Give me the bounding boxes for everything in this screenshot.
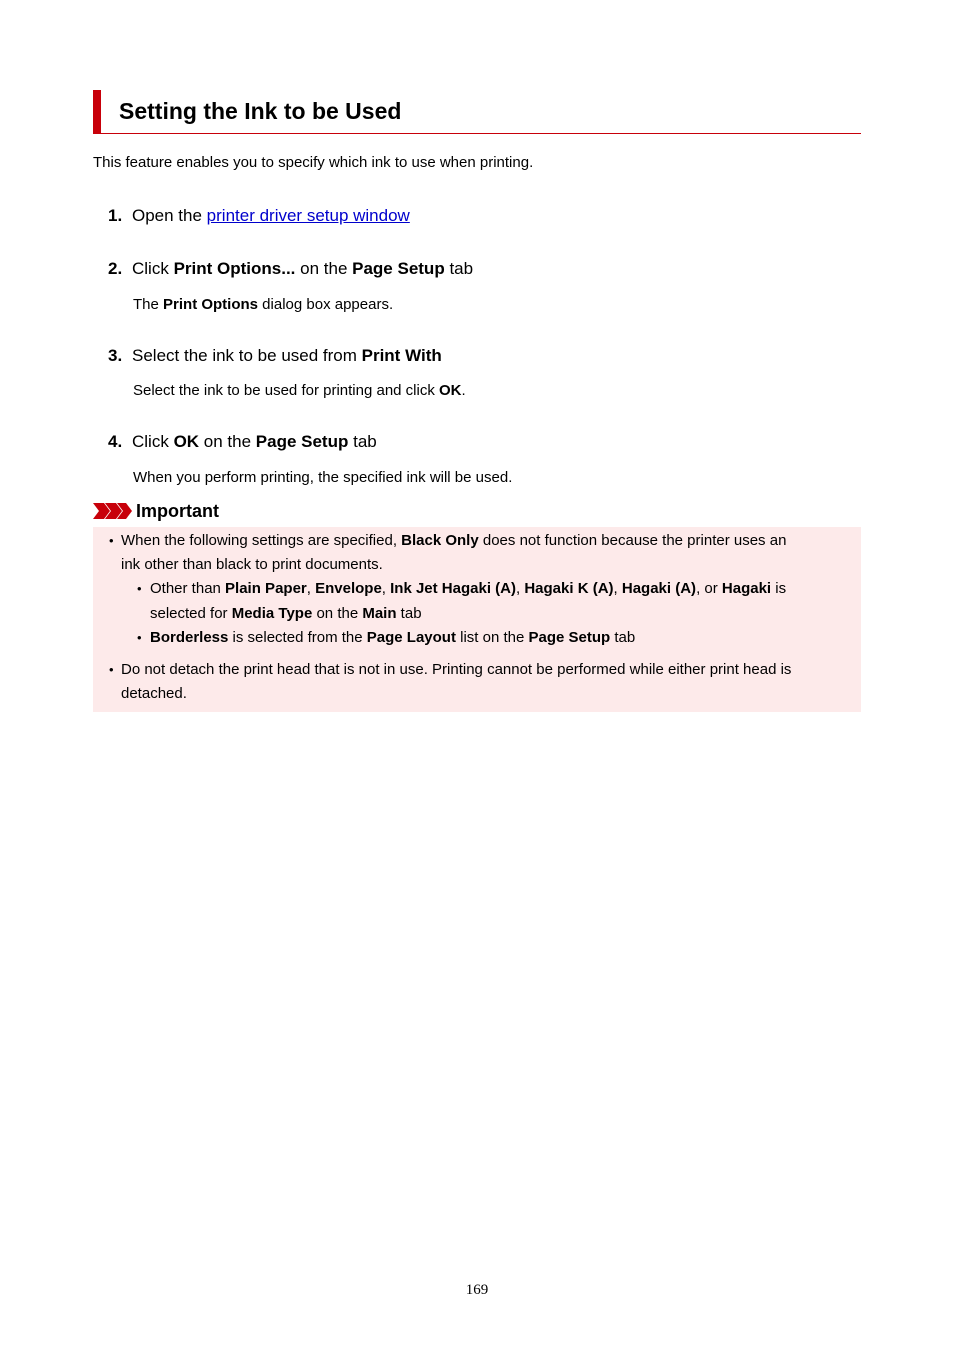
step-3-detail [133,382,466,399]
important-label: Important [136,501,219,521]
bullet-bold-term: Page Setup [528,629,611,646]
bullet-text: selected for [150,605,232,622]
important-bullet-1-line-1 [121,529,786,553]
step-4 [108,432,377,452]
bullet-text: is selected from the [228,629,367,646]
bullet-text: , [306,580,316,597]
step-3 [108,346,442,366]
step-bold-term: Print With [361,346,442,365]
step-1 [108,206,410,226]
bullet-text: , or [696,580,722,597]
important-bullet-2-line-1: Do not detach the print head that is not in use. Printing cannot be performed while either print head is [121,661,792,678]
sub-bullet-dot: • [137,630,142,645]
bullet-bold-term: Hagaki K (A) [524,580,614,597]
bullet-text: does not function because the printer uses an [478,532,787,549]
bullet-bold-term: Page Layout [366,629,456,646]
bullet-text: Other than [150,580,226,597]
bullet-text: is [771,580,787,597]
bullet-text: list on the [455,629,529,646]
bullet-bold-term: Hagaki [721,580,772,597]
bullet-dot: • [109,662,114,677]
bullet-bold-term: Media Type [231,605,313,622]
step-bold-term: Page Setup [352,259,445,278]
step-text: tab [348,432,377,451]
bullet-bold-term: Plain Paper [225,580,307,597]
step-text: Click [132,259,174,278]
step-text: Select the ink to be used from [132,346,362,365]
bullet-bold-term: Black Only [401,532,479,549]
detail-text: dialog box appears. [258,296,394,313]
intro-text: This feature enables you to specify which ink to use when printing. [93,154,534,171]
detail-text: . [461,382,466,399]
detail-text: The [133,296,164,313]
important-bullet-2-line-2: detached. [121,685,187,702]
step-number: 2. [108,259,123,278]
sub-bullet-dot: • [137,581,142,596]
detail-bold-term: Print Options [163,296,259,313]
bullet-text: When the following settings are specified, [121,532,402,549]
step-bold-term: OK [173,432,200,451]
page-number: 169 [465,1282,489,1298]
step-text: on the [199,432,256,451]
page-title: Setting the Ink to be Used [119,98,402,124]
step-2 [108,259,473,279]
step-bold-term: Page Setup [255,432,349,451]
step-number: 4. [108,432,123,451]
important-bullet-1-line-2: ink other than black to print documents. [121,556,383,573]
step-text: Click [132,432,174,451]
step-bold-term: Print Options... [173,259,296,278]
bullet-text: on the [312,605,363,622]
step-number: 3. [108,346,123,365]
bullet-dot: • [109,533,114,548]
step-text: Open the [132,206,207,225]
detail-text: Select the ink to be used for printing and click [133,382,440,399]
important-sub-bullet-2 [150,626,635,650]
bullet-text: , [381,580,391,597]
bullet-bold-term: Borderless [150,629,229,646]
step-text: tab [444,259,474,278]
step-number: 1. [108,206,123,225]
bullet-text: tab [610,629,636,646]
bullet-bold-term: Main [362,605,397,622]
step-2-detail [133,296,393,313]
important-sub-bullet-1-line-1 [150,577,786,601]
bullet-text: , [613,580,622,597]
important-chevrons-icon [93,503,133,519]
printer-driver-setup-link[interactable]: printer driver setup window [206,206,410,225]
page-title-block [93,90,861,134]
step-4-detail: When you perform printing, the specified ink will be used. [133,469,513,486]
bullet-bold-term: Ink Jet Hagaki (A) [390,580,516,597]
important-sub-bullet-1-line-2 [150,602,422,626]
important-box [93,527,861,712]
title-accent-bar [93,90,101,133]
bullet-bold-term: Envelope [315,580,382,597]
bullet-bold-term: Hagaki (A) [621,580,697,597]
bullet-text: , [516,580,525,597]
bullet-text: tab [396,605,422,622]
detail-bold-term: OK [439,382,462,399]
step-text: on the [295,259,353,278]
